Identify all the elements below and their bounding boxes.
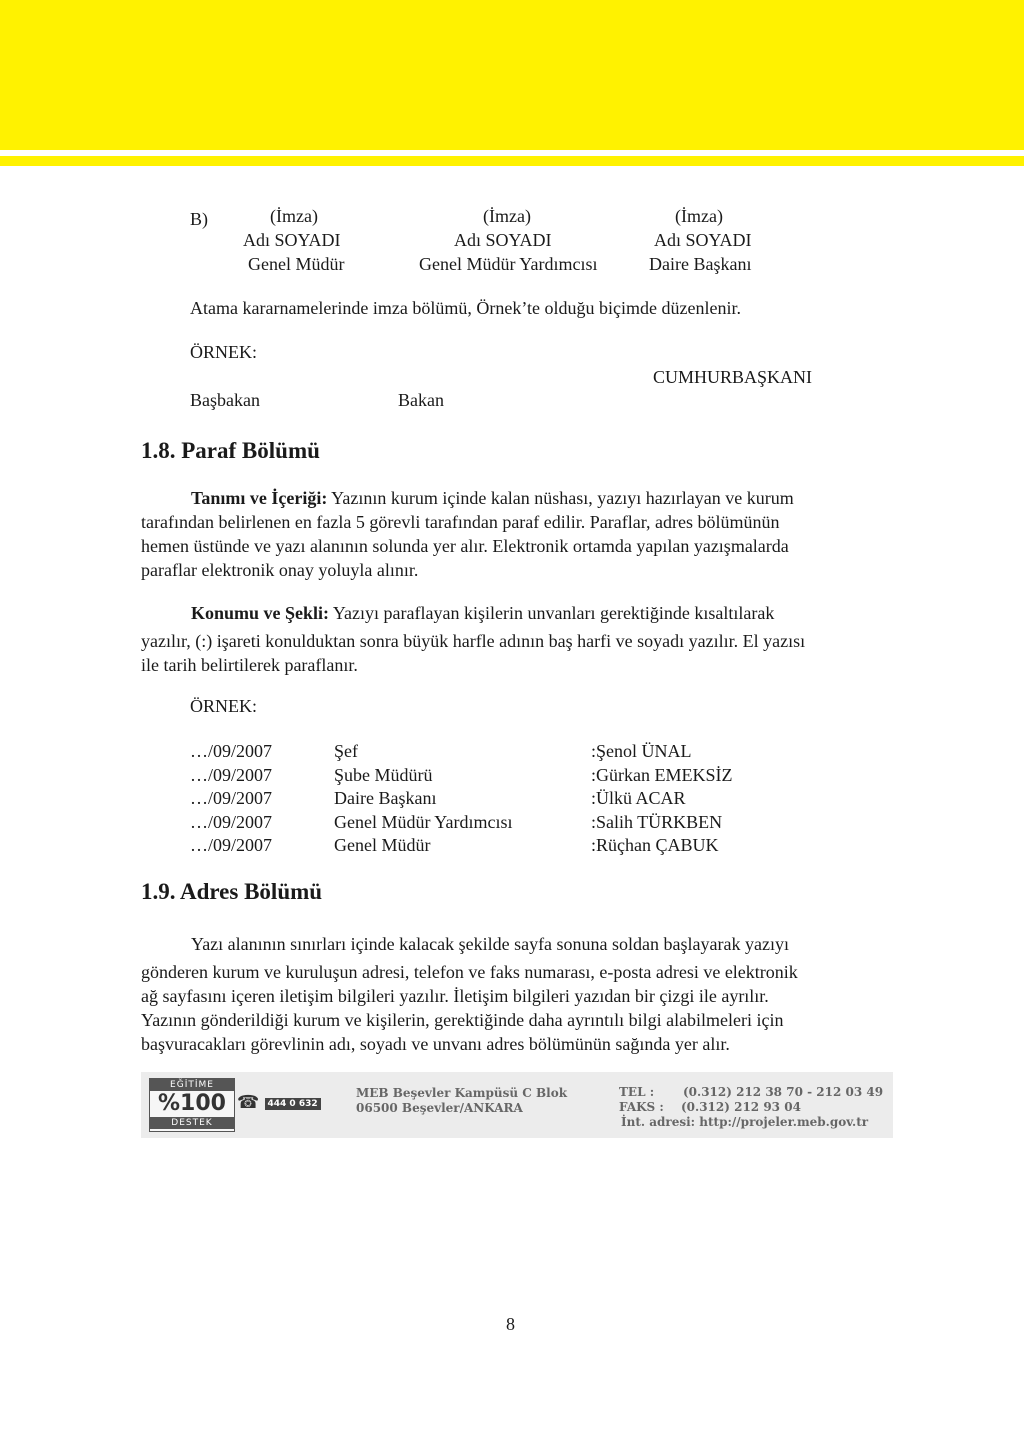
adres-line: ağ sayfasını içeren iletişim bilgileri yazılır. İletişim bilgileri yazıdan bir çizgi ile ayrılır.: [141, 986, 769, 1006]
logo-mid-text: %100: [158, 1091, 226, 1116]
paraf-date: …/09/2007: [190, 765, 273, 785]
footer-contact-band: [141, 1072, 893, 1138]
signature-1-title: Genel Müdür: [248, 254, 345, 274]
signature-1-name: Adı SOYADI: [243, 230, 341, 250]
atama-paragraph: Atama kararnamelerinde imza bölümü, Örnek’te olduğu biçimde düzenlenir.: [190, 298, 741, 318]
example-label: ÖRNEK:: [190, 342, 257, 362]
paraf-position-line: yazılır, (:) işareti konulduktan sonra büyük harfle adının baş harfi ve soyadı yazılır. El yazısı: [141, 631, 806, 651]
paraf-position-line: Yazıyı paraflayan kişilerin unvanları gerektiğinde kısaltılarak: [329, 603, 775, 623]
signature-3-title: Daire Başkanı: [649, 254, 752, 274]
signature-prefix: B): [190, 209, 208, 229]
adres-line: gönderen kurum ve kuruluşun adresi, telefon ve faks numarası, e-posta adresi ve elektronik: [141, 962, 798, 982]
adres-line: başvuracakları görevlinin adı, soyadı ve unvanı adres bölümünün sağında yer alır.: [141, 1034, 730, 1054]
paraf-position-paragraph: [141, 601, 881, 677]
logo-top-text: EĞİTİME: [150, 1079, 234, 1091]
paraf-date: …/09/2007: [190, 812, 273, 832]
adres-paragraph: [141, 932, 881, 1056]
paraf-position-line: ile tarih belirtilerek paraflanır.: [141, 655, 358, 675]
example-bakan: Bakan: [398, 390, 444, 410]
example-cumhurbaskani: CUMHURBAŞKANI: [653, 367, 813, 387]
signature-2-title: Genel Müdür Yardımcısı: [419, 254, 598, 274]
section-heading-paraf: 1.8. Paraf Bölümü: [141, 438, 320, 463]
paraf-date: …/09/2007: [190, 788, 273, 808]
footer-fax-label: FAKS :: [619, 1100, 664, 1114]
paraf-date: …/09/2007: [190, 741, 273, 761]
paraf-title: Şube Müdürü: [334, 765, 433, 785]
phone-number: 444 0 632: [265, 1098, 321, 1110]
section-heading-adres: 1.9. Adres Bölümü: [141, 879, 323, 904]
example-basbakan: Başbakan: [190, 390, 260, 410]
signature-3-name: Adı SOYADI: [654, 230, 752, 250]
paraf-title: Şef: [334, 741, 358, 761]
footer-address-line2: 06500 Beşevler/ANKARA: [356, 1101, 523, 1115]
signature-2-imza: (İmza): [483, 206, 531, 226]
footer-web-link: İnt. adresi: http://projeler.meb.gov.tr: [621, 1115, 869, 1129]
paraf-name: :Salih TÜRKBEN: [591, 812, 723, 832]
paraf-name: :Şenol ÜNAL: [591, 741, 692, 761]
paraf-date: …/09/2007: [190, 835, 273, 855]
paraf-title: Genel Müdür: [334, 835, 431, 855]
signature-1-imza: (İmza): [270, 206, 318, 226]
header-yellow-stripe: [0, 156, 1024, 166]
paraf-name: :Ülkü ACAR: [591, 788, 686, 808]
phone-icon: ☎: [237, 1092, 260, 1113]
adres-line: Yazı alanının sınırları içinde kalacak şekilde sayfa sonuna soldan başlayarak yazıyı: [191, 934, 789, 954]
egitime-destek-logo: [149, 1078, 235, 1132]
phone-badge: [237, 1092, 321, 1113]
signature-2-name: Adı SOYADI: [454, 230, 552, 250]
paraf-definition-paragraph: [141, 486, 881, 582]
logo-bottom-text: DESTEK: [150, 1117, 234, 1129]
paraf-definition-line: tarafından belirlenen en fazla 5 görevli tarafından paraf edilir. Paraflar, adres bölümünün: [141, 512, 780, 532]
paraf-title: Daire Başkanı: [334, 788, 437, 808]
paraf-example-label: ÖRNEK:: [190, 696, 257, 716]
paraf-definition-line: paraflar elektronik onay yoluyla alınır.: [141, 560, 419, 580]
header-yellow-band: [0, 0, 1024, 150]
paraf-definition-line: Yazının kurum içinde kalan nüshası, yazıyı hazırlayan ve kurum: [327, 488, 794, 508]
footer-fax-value: (0.312) 212 93 04: [681, 1100, 801, 1114]
paraf-definition-line: hemen üstünde ve yazı alanının solunda yer alır. Elektronik ortamda yapılan yazışmalarda: [141, 536, 789, 556]
paraf-definition-label: Tanımı ve İçeriği:: [191, 488, 328, 508]
signature-3-imza: (İmza): [675, 206, 723, 226]
adres-line: Yazının gönderildiği kurum ve kişilerin, gerektiğinde daha ayrıntılı bilgi alabilmeleri için: [141, 1010, 784, 1030]
paraf-name: :Gürkan EMEKSİZ: [591, 765, 733, 785]
paraf-title: Genel Müdür Yardımcısı: [334, 812, 513, 832]
footer-address-line1: MEB Beşevler Kampüsü C Blok: [356, 1086, 568, 1100]
page-number: 8: [506, 1314, 515, 1334]
footer-tel-label: TEL :: [619, 1085, 655, 1099]
footer-tel-value: (0.312) 212 38 70 - 212 03 49: [683, 1085, 884, 1099]
paraf-position-label: Konumu ve Şekli:: [191, 603, 330, 623]
paraf-name: :Rüçhan ÇABUK: [591, 835, 719, 855]
